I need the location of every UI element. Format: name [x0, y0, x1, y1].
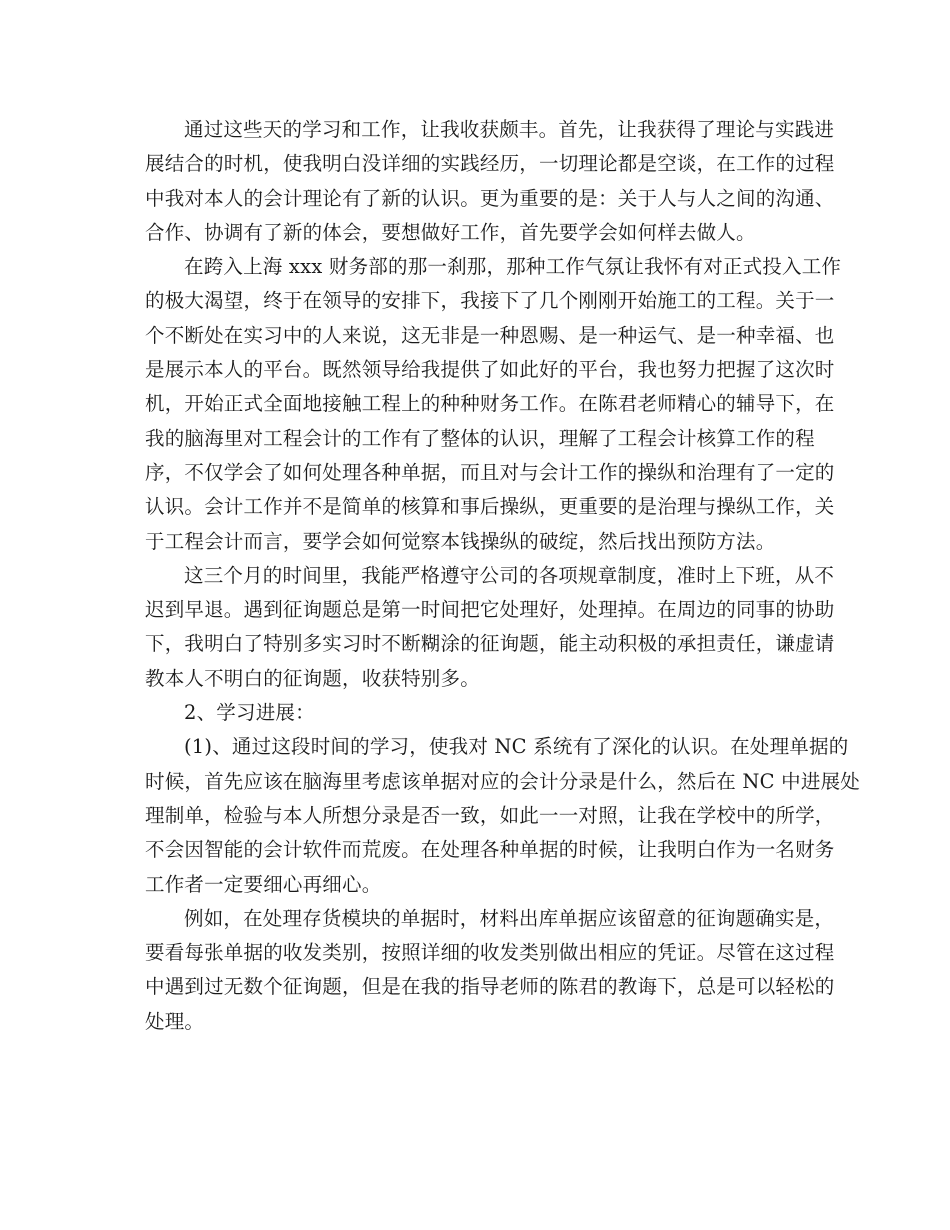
text-line: 处理。	[145, 1009, 205, 1033]
text-line: 这三个月的时间里，我能严格遵守公司的各项规章制度，准时上下班，从不	[184, 563, 835, 587]
text-line: 认识。会计工作并不是简单的核算和事后操纵，更重要的是治理与操纵工作，关	[145, 495, 835, 519]
section-heading	[145, 696, 805, 730]
text-line: 序，不仅学会了如何处理各种单据，而且对与会计工作的操纵和治理有了一定的	[145, 460, 835, 484]
paragraph-3	[145, 559, 835, 696]
paragraph-5	[145, 902, 835, 1039]
text-line: 在跨入上海 xxx 财务部的那一刹那，那种工作气氛让我怀有对正式投入工作	[184, 255, 842, 279]
text-line: 下，我明白了特别多实习时不断糊涂的征询题，能主动积极的承担责任，谦虚请	[145, 632, 835, 656]
heading-line: 2、学习进展：	[184, 701, 315, 725]
text-line: 例如，在处理存货模块的单据时，材料出库单据应该留意的征询题确实是，	[184, 906, 835, 930]
text-line: 中遇到过无数个征询题，但是在我的指导老师的陈君的教诲下，总是可以轻松的	[145, 975, 835, 999]
paragraph-2	[145, 250, 842, 559]
text-line: (1)、通过这段时间的学习，使我对 NC 系统有了深化的认识。在处理单据的	[184, 735, 849, 759]
paragraph-4	[145, 730, 860, 901]
text-line: 中我对本人的会计理论有了新的认识。更为重要的是：关于人与人之间的沟通、	[145, 186, 835, 210]
text-line: 展结合的时机，使我明白没详细的实践经历，一切理论都是空谈，在工作的过程	[145, 152, 835, 176]
text-line: 我的脑海里对工程会计的工作有了整体的认识，理解了工程会计核算工作的程	[145, 426, 815, 450]
text-line: 要看每张单据的收发类别，按照详细的收发类别做出相应的凭证。尽管在这过程	[145, 941, 835, 965]
text-line: 工作者一定要细心再细心。	[145, 872, 382, 896]
text-line: 时候，首先应该在脑海里考虑该单据对应的会计分录是什么，然后在 NC 中进展处	[145, 769, 860, 793]
text-line: 机，开始正式全面地接触工程上的种种财务工作。在陈君老师精心的辅导下，在	[145, 392, 835, 416]
text-line: 不会因智能的会计软件而荒废。在处理各种单据的时候，让我明白作为一名财务	[145, 838, 835, 862]
text-line: 迟到早退。遇到征询题总是第一时间把它处理好，处理掉。在周边的同事的协助	[145, 598, 835, 622]
text-line: 教本人不明白的征询题，收获特别多。	[145, 666, 480, 690]
text-line: 是展示本人的平台。既然领导给我提供了如此好的平台，我也努力把握了这次时	[145, 358, 835, 382]
document-body	[145, 113, 860, 1039]
text-line: 的极大渴望，终于在领导的安排下，我接下了几个刚刚开始施工的工程。关于一	[145, 289, 835, 313]
text-line: 通过这些天的学习和工作，让我收获颇丰。首先，让我获得了理论与实践进	[184, 118, 835, 141]
text-line: 理制单，检验与本人所想分录是否一致，如此一一对照，让我在学校中的所学，	[145, 803, 835, 827]
paragraph-1	[145, 113, 835, 250]
text-line: 于工程会计而言，要学会如何觉察本钱操纵的破绽，然后找出预防方法。	[145, 529, 776, 553]
text-line: 个不断处在实习中的人来说，这无非是一种恩赐、是一种运气、是一种幸福、也	[145, 323, 835, 347]
text-line: 合作、协调有了新的体会，要想做好工作，首先要学会如何样去做人。	[145, 220, 756, 244]
